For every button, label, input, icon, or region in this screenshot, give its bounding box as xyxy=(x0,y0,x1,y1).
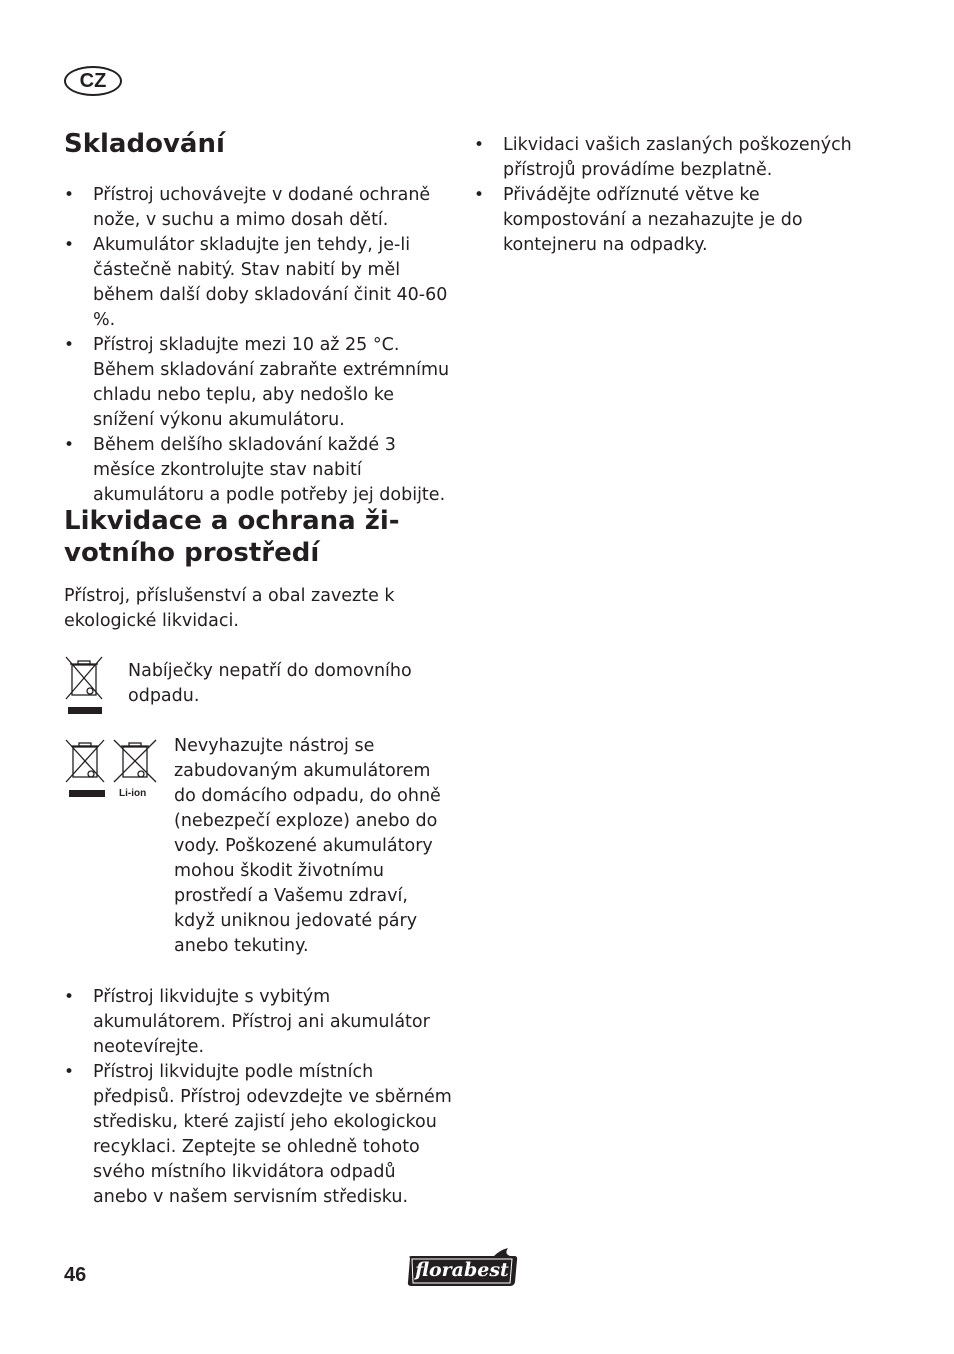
list-item: • Během delšího skladování každé 3 měsíce zkontrolujte stav nabití akumulátoru a podle potřeby jej dobijte. xyxy=(64,433,454,508)
storage-title: Skladování xyxy=(64,129,225,159)
list-item: • Přístroj skladujte mezi 10 až 25 °C. Během skladování zabraňte extrémnímu chladu nebo teplu, aby nedošlo ke snížení výkonu akumulátoru. xyxy=(64,333,454,433)
disposal-intro: Přístroj, příslušenství a obal zavezte k ekologické likvidaci. xyxy=(64,586,395,631)
storage-list xyxy=(64,183,454,508)
disposal-title xyxy=(64,505,464,569)
battery-note: Nevyhazujte nástroj se zabudovaným akumulátorem do domácího odpadu, do ohně (nebezpečí exploze) anebo do vody. Poškozené akumulátory mohou škodit životnímu prostředí a Vašemu zdraví, když uniknou jedovaté páry anebo tekutiny. xyxy=(174,736,441,956)
disposal-title-line2: votního prostředí xyxy=(64,538,320,568)
disposal-title-line1: Likvidace a ochrana ži- xyxy=(64,506,400,536)
list-item: • Likvidaci vašich zaslaných poškozených přístrojů provádíme bezplatně. xyxy=(474,133,864,183)
list-item: • Přístroj uchovávejte v dodané ochraně nože, v suchu a mimo dosah dětí. xyxy=(64,183,454,233)
disposal-list xyxy=(64,985,454,1210)
list-item: • Přístroj likvidujte s vybitým akumulátorem. Přístroj ani akumulátor neotevírejte. xyxy=(64,985,454,1060)
list-item: • Přístroj likvidujte podle místních předpisů. Přístroj odevzdejte ve sběrném středisku, které zajistí jeho ekologickou recyklaci. Zeptejte se ohledně tohoto svého místního likvidátora odpadů anebo v našem servisním středisku. xyxy=(64,1060,454,1210)
language-badge: CZ xyxy=(64,66,122,96)
disposal-right-list xyxy=(474,133,864,258)
list-item: • Přivádějte odříznuté větve ke kompostování a nezahazujte je do kontejneru na odpadky. xyxy=(474,183,864,258)
brand-logo xyxy=(404,1246,520,1288)
crossed-bin-icon xyxy=(64,655,108,717)
charger-note: Nabíječky nepatří do domovního odpadu. xyxy=(128,661,412,706)
list-item: • Akumulátor skladujte jen tehdy, je-li částečně nabitý. Stav nabití by měl během další doby skladování činit 40-60 %. xyxy=(64,233,454,333)
page-number: 46 xyxy=(64,1264,87,1286)
li-ion-label: Li-ion xyxy=(119,788,147,799)
brand-name: florabest xyxy=(415,1259,509,1281)
